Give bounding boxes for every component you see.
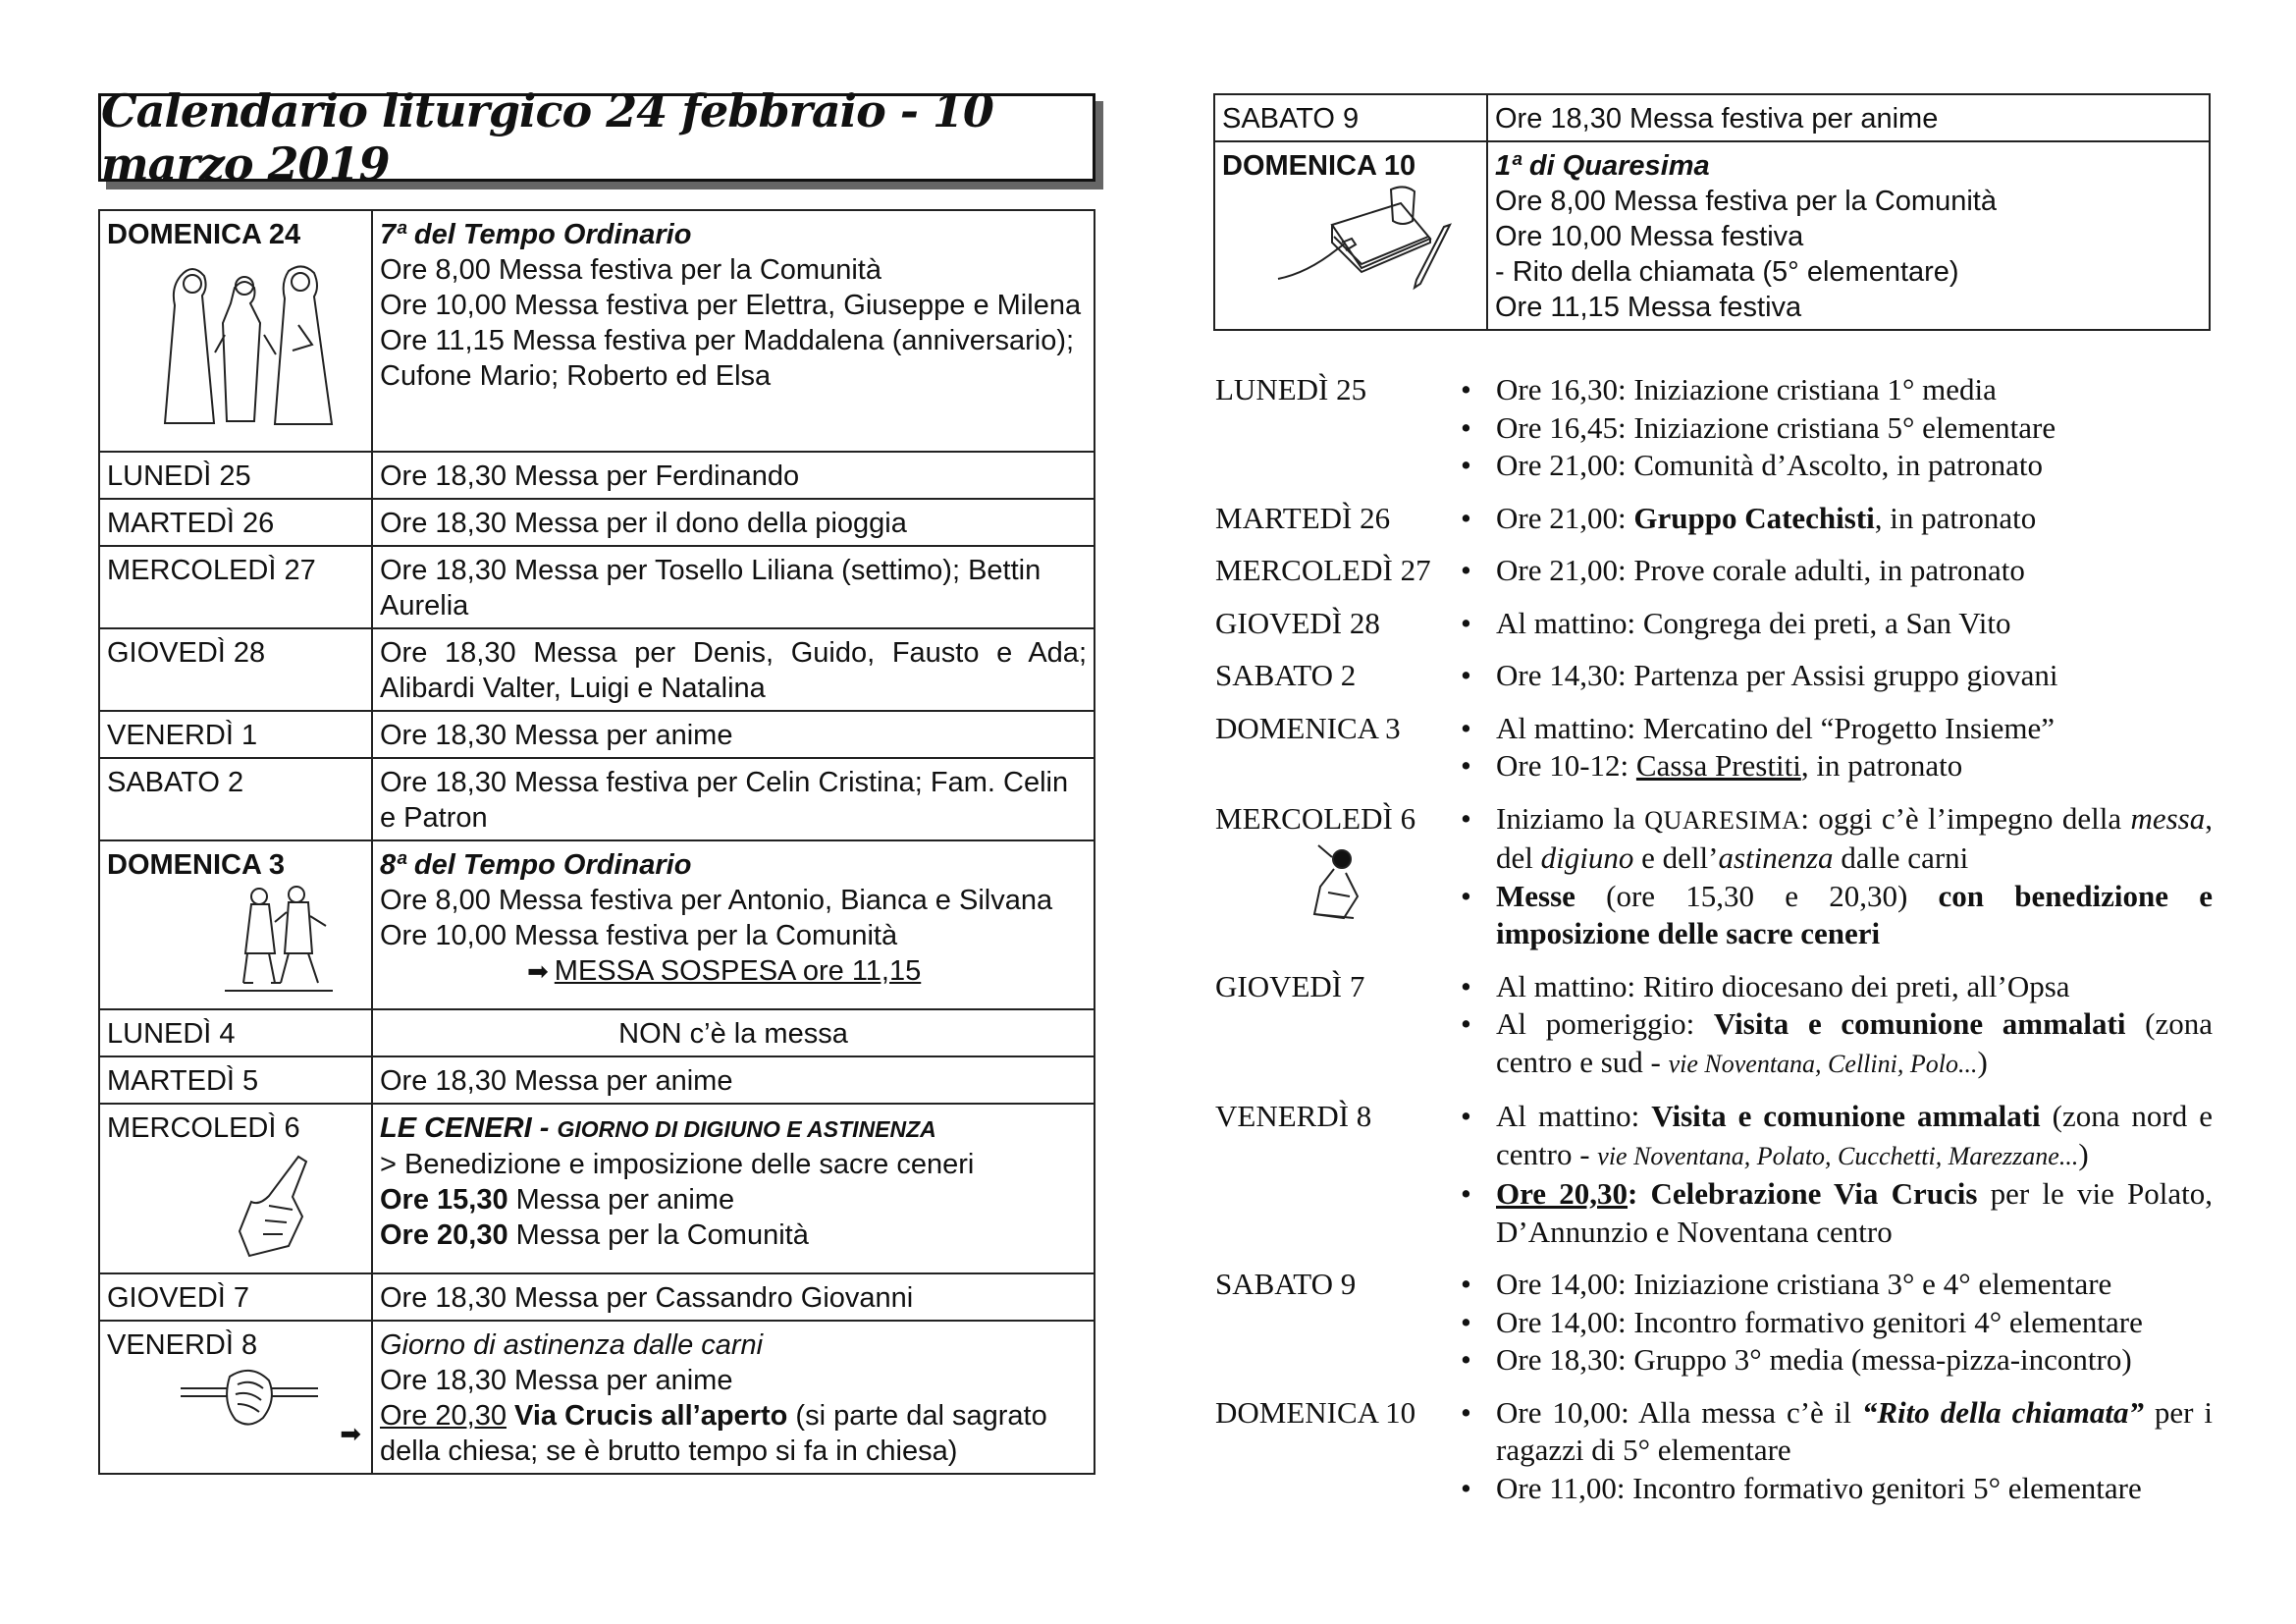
event-day-label: GIOVEDÌ 28	[1215, 605, 1380, 640]
mass-line: NON c’è la messa	[372, 1009, 1095, 1056]
mass-line: Ore 20,30 Messa per la Comunità	[380, 1219, 809, 1251]
event-day-label: MERCOLEDÌ 27	[1215, 553, 1431, 587]
event-day	[1215, 968, 2213, 1084]
mass-line: Ore 11,15 Messa festiva	[1495, 292, 1802, 323]
event-day	[1215, 500, 2213, 538]
mass-line: Ore 18,30 Messa per il dono della pioggia	[372, 499, 1095, 546]
table-row	[99, 711, 1095, 758]
table-row	[99, 1104, 1095, 1273]
day-label: LUNEDÌ 4	[99, 1009, 372, 1056]
day-label: MARTEDÌ 5	[99, 1056, 372, 1104]
event-list	[1451, 552, 2213, 590]
day-label: GIOVEDÌ 7	[99, 1273, 372, 1321]
table-row	[99, 210, 1095, 452]
left-calendar-table	[98, 209, 1095, 1475]
event-day	[1215, 371, 2213, 485]
event-list	[1451, 968, 2213, 1084]
table-row	[99, 1056, 1095, 1104]
list-item: • Al pomeriggio: Visita e comunione ammalati (zona centro e sud - vie Noventana, Cellini, Polo...)	[1451, 1005, 2213, 1083]
table-row	[99, 628, 1095, 711]
event-day-label: GIOVEDÌ 7	[1215, 968, 1365, 1003]
three-saints-icon	[151, 256, 347, 438]
mass-line: Ore 20,30 Via Crucis all’aperto (si parte dal sagrato della chiesa; se è brutto tempo si fa in chiesa)	[380, 1400, 1047, 1467]
event-day-label: DOMENICA 10	[1215, 1394, 1416, 1430]
day-label: MARTEDÌ 26	[99, 499, 372, 546]
day-label: GIOVEDÌ 28	[99, 628, 372, 711]
mass-line: Ore 18,30 Messa per anime	[380, 1365, 733, 1396]
event-list	[1451, 500, 2213, 538]
event-day	[1215, 1266, 2213, 1380]
event-day-label: LUNEDÌ 25	[1215, 372, 1367, 406]
event-day	[1215, 1098, 2213, 1251]
mass-line: Ore 8,00 Messa festiva per Antonio, Bianca e Silvana	[380, 885, 1053, 916]
event-list	[1451, 1394, 2213, 1508]
event-day-label: SABATO 2	[1215, 658, 1357, 692]
mass-line: Ore 18,30 Messa per Cassandro Giovanni	[372, 1273, 1095, 1321]
liturgy-heading: 1ª di Quaresima	[1495, 150, 1710, 182]
mass-line: Ore 18,30 Messa per Tosello Liliana (settimo); Bettin Aurelia	[372, 546, 1095, 628]
day-label: MERCOLEDÌ 6	[107, 1112, 300, 1144]
event-list	[1451, 605, 2213, 643]
walking-figures-icon	[220, 883, 338, 996]
liturgy-heading: Giorno di astinenza dalle carni	[380, 1329, 764, 1361]
event-list	[1451, 371, 2213, 485]
page-title-box	[98, 84, 1095, 190]
day-label: DOMENICA 10	[1222, 150, 1416, 182]
event-list	[1451, 710, 2213, 785]
mass-line: Ore 18,30 Messa festiva per Celin Cristina; Fam. Celin e Patron	[372, 758, 1095, 840]
event-day	[1215, 552, 2213, 590]
right-calendar-table	[1213, 93, 2211, 331]
event-day	[1215, 1394, 2213, 1508]
thumb-ashes-icon	[230, 1152, 338, 1260]
mass-line: Ore 11,15 Messa festiva per Maddalena (anniversario); Cufone Mario; Roberto ed Elsa	[380, 325, 1075, 392]
list-item: • Iniziamo la QUARESIMA: oggi c’è l’impegno della messa, del digiuno e dell’astinenza dalle carni	[1451, 800, 2213, 878]
mass-line: Ore 15,30 Messa per anime	[380, 1184, 735, 1216]
suspended-mass-row	[380, 953, 1087, 989]
bible-cup-cutlery-icon	[1273, 186, 1455, 303]
list-item: • Al mattino: Ritiro diocesano dei preti, all’Opsa	[1451, 968, 2213, 1006]
table-row	[1214, 141, 2210, 330]
kneeling-figure-icon	[1299, 843, 1377, 922]
event-day-label: DOMENICA 3	[1215, 710, 1401, 745]
mass-line: Ore 18,30 Messa per anime	[372, 711, 1095, 758]
day-label: VENERDÌ 8	[107, 1329, 258, 1361]
list-item: • Ore 11,00: Incontro formativo genitori 5° elementare	[1451, 1470, 2213, 1508]
event-list	[1451, 1098, 2213, 1251]
list-item: • Al mattino: Congrega dei preti, a San Vito	[1451, 605, 2213, 643]
mass-line: Ore 8,00 Messa festiva per la Comunità	[1495, 186, 1997, 217]
table-row	[99, 840, 1095, 1009]
mass-line: Ore 18,30 Messa per Denis, Guido, Fausto e Ada; Alibardi Valter, Luigi e Natalina	[372, 628, 1095, 711]
table-row	[99, 546, 1095, 628]
mass-line: > Benedizione e imposizione delle sacre ceneri	[380, 1149, 975, 1180]
event-day-label: MERCOLEDÌ 6	[1215, 800, 1416, 836]
day-label: SABATO 9	[1214, 94, 1487, 141]
list-item: • Ore 18,30: Gruppo 3° media (messa-pizza-incontro)	[1451, 1341, 2213, 1380]
table-row	[1214, 94, 2210, 141]
mass-line: Ore 10,00 Messa festiva	[1495, 221, 1804, 252]
list-item: • Ore 10,00: Alla messa c’è il “Rito della chiamata” per i ragazzi di 5° elementare	[1451, 1394, 2213, 1470]
weekly-events	[1215, 371, 2213, 1522]
mass-line: Ore 8,00 Messa festiva per la Comunità	[380, 254, 881, 286]
event-day-label: VENERDÌ 8	[1215, 1099, 1372, 1133]
list-item: • Ore 14,30: Partenza per Assisi gruppo giovani	[1451, 657, 2213, 695]
table-row	[99, 1009, 1095, 1056]
list-item: • Ore 14,00: Incontro formativo genitori 4° elementare	[1451, 1304, 2213, 1342]
table-row	[99, 758, 1095, 840]
liturgy-heading: LE CENERI - GIORNO DI DIGIUNO E ASTINENZA	[380, 1112, 936, 1144]
table-row	[99, 1321, 1095, 1474]
mass-line: Ore 10,00 Messa festiva per Elettra, Giuseppe e Milena	[380, 290, 1082, 321]
mass-line: Ore 10,00 Messa festiva per la Comunità	[380, 920, 898, 951]
day-label: SABATO 2	[99, 758, 372, 840]
event-list	[1451, 1266, 2213, 1380]
list-item: • Messe (ore 15,30 e 20,30) con benedizione e imposizione delle sacre ceneri	[1451, 878, 2213, 953]
event-day	[1215, 800, 2213, 953]
mass-line: Ore 18,30 Messa per anime	[372, 1056, 1095, 1104]
event-day-label: SABATO 9	[1215, 1267, 1357, 1301]
day-label: MERCOLEDÌ 27	[99, 546, 372, 628]
liturgy-heading: 8ª del Tempo Ordinario	[380, 849, 692, 881]
mass-line: Ore 18,30 Messa festiva per anime	[1487, 94, 2210, 141]
list-item: • Ore 20,30: Celebrazione Via Crucis per le vie Polato, D’Annunzio e Noventana centro	[1451, 1175, 2213, 1251]
event-day	[1215, 657, 2213, 695]
list-item: • Al mattino: Mercatino del “Progetto Insieme”	[1451, 710, 2213, 748]
event-list	[1451, 657, 2213, 695]
list-item: • Ore 16,45: Iniziazione cristiana 5° elementare	[1451, 409, 2213, 448]
table-row	[99, 1273, 1095, 1321]
day-label: DOMENICA 3	[107, 849, 285, 881]
day-label: VENERDÌ 1	[99, 711, 372, 758]
table-row	[99, 452, 1095, 499]
liturgy-heading: 7ª del Tempo Ordinario	[380, 219, 692, 250]
list-item: • Al mattino: Visita e comunione ammalati (zona nord e centro - vie Noventana, Polato, Cucchetti, Marezzane...)	[1451, 1098, 2213, 1175]
event-day	[1215, 605, 2213, 643]
event-day-label: MARTEDÌ 26	[1215, 500, 1391, 535]
event-day	[1215, 710, 2213, 785]
mass-line: - Rito della chiamata (5° elementare)	[1495, 256, 1959, 288]
right-arrow-icon: ➡	[340, 1419, 361, 1448]
right-arrow-icon: ➡	[527, 956, 549, 986]
list-item: • Ore 21,00: Gruppo Catechisti, in patronato	[1451, 500, 2213, 538]
page-title: Calendario liturgico 24 febbraio - 10 marzo 2019	[101, 84, 993, 190]
mass-line: Ore 18,30 Messa per Ferdinando	[372, 452, 1095, 499]
suspended-mass-text: MESSA SOSPESA ore 11,15	[554, 955, 922, 987]
table-row	[99, 499, 1095, 546]
list-item: • Ore 16,30: Iniziazione cristiana 1° media	[1451, 371, 2213, 409]
event-list	[1451, 800, 2213, 953]
list-item: • Ore 21,00: Prove corale adulti, in patronato	[1451, 552, 2213, 590]
list-item: • Ore 14,00: Iniziazione cristiana 3° e 4° elementare	[1451, 1266, 2213, 1304]
day-label: LUNEDÌ 25	[99, 452, 372, 499]
day-label: DOMENICA 24	[107, 219, 301, 250]
list-item: • Ore 21,00: Comunità d’Ascolto, in patronato	[1451, 447, 2213, 485]
crucifix-jesus-icon	[181, 1367, 318, 1435]
list-item: • Ore 10-12: Cassa Prestiti, in patronato	[1451, 747, 2213, 785]
